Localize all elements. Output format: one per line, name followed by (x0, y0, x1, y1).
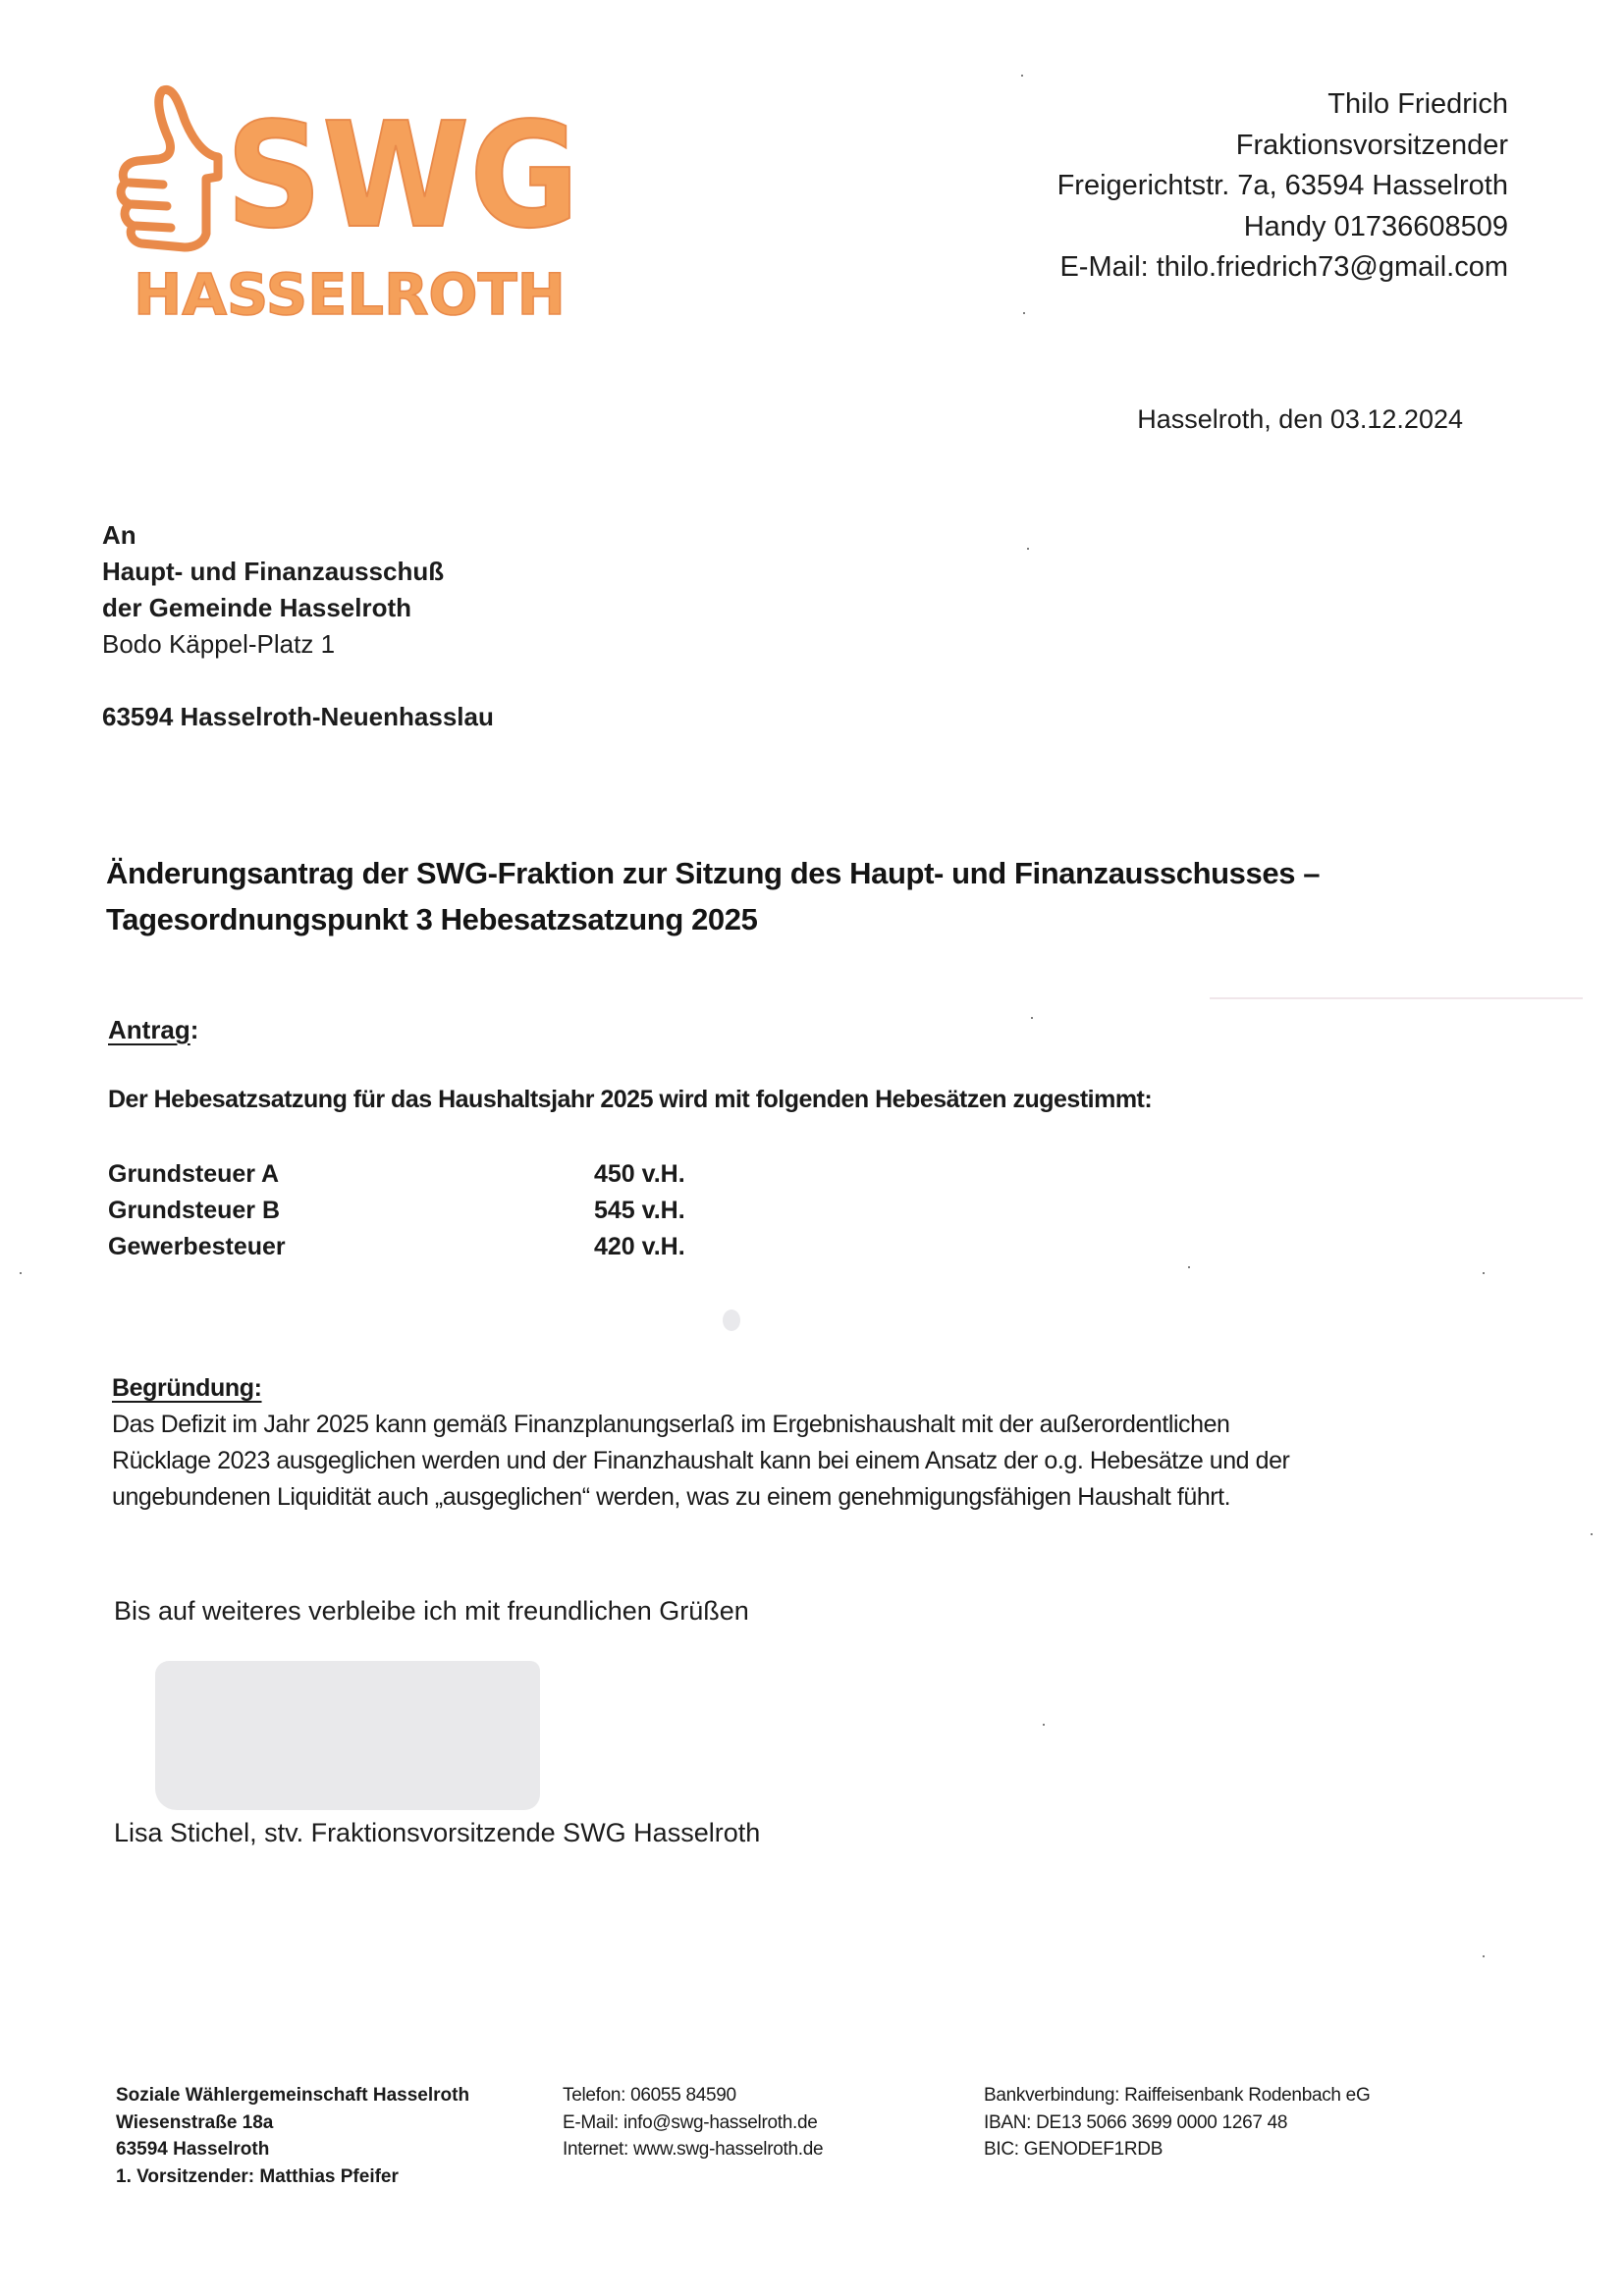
antrag-heading (108, 1015, 198, 1045)
subject-line-1: Änderungsantrag der SWG-Fraktion zur Sitzung des Haupt- und Finanzausschusses – (106, 856, 1321, 890)
sender-address: Freigerichtstr. 7a, 63594 Hasselroth (1056, 170, 1508, 201)
scan-artifact-line (1210, 997, 1583, 999)
thumbs-up-icon (121, 89, 218, 247)
footer-contact (563, 2082, 823, 2163)
footer-org-name: Soziale Wählergemeinschaft Hasselroth (116, 2085, 470, 2106)
scan-artifact-dot (723, 1309, 740, 1331)
signatory: Lisa Stichel, stv. Fraktionsvorsitzende SWG Hasselroth (114, 1818, 761, 1847)
logo-text-hasselroth: HASSELROTH (134, 261, 566, 328)
rate-name: Grundsteuer A (108, 1160, 280, 1188)
footer-email: E-Mail: info@swg-hasselroth.de (563, 2111, 818, 2133)
sender-role: Fraktionsvorsitzender (1235, 129, 1508, 161)
rate-row (108, 1193, 685, 1229)
subject-line-2: Tagesordnungspunkt 3 Hebesatzsatzung 2025 (106, 902, 758, 936)
antrag-text: Der Hebesatzsatzung für das Haushaltsjahr 2025 wird mit folgenden Hebesätzen zugestimmt: (108, 1086, 1153, 1113)
footer-org-chair: 1. Vorsitzender: Matthias Pfeifer (116, 2165, 399, 2187)
rate-name: Gewerbesteuer (108, 1233, 286, 1260)
begruendung-text (112, 1407, 1526, 1516)
footer-phone: Telefon: 06055 84590 (563, 2085, 736, 2106)
redacted-signature (155, 1661, 540, 1810)
scan-speck (1043, 1724, 1045, 1726)
sender-phone: Handy 01736608509 (1243, 210, 1508, 242)
scan-speck (20, 1272, 22, 1274)
sender-email: E-Mail: thilo.friedrich73@gmail.com (1059, 251, 1508, 283)
footer-organization (116, 2082, 469, 2190)
date-line: Hasselroth, den 03.12.2024 (1137, 404, 1463, 434)
recipient-line-an: An (102, 520, 136, 550)
subject (106, 850, 1320, 942)
footer-org-street: Wiesenstraße 18a (116, 2111, 274, 2133)
scan-speck (1483, 1272, 1485, 1274)
antrag-heading-label: Antrag (108, 1015, 190, 1044)
recipient-municipality: der Gemeinde Hasselroth (102, 593, 411, 622)
rate-row (108, 1229, 685, 1265)
begruendung-line: ungebundenen Liquidität auch „ausgeglichen“ werden, was zu einem genehmigungsfähigen Haushalt führt. (112, 1483, 1231, 1511)
recipient-street: Bodo Käppel-Platz 1 (102, 629, 336, 659)
footer-bank-name: Bankverbindung: Raiffeisenbank Rodenbach eG (984, 2085, 1371, 2106)
begruendung-line: Das Defizit im Jahr 2025 kann gemäß Finanzplanungserlaß im Ergebnishaushalt mit der außerordentlichen (112, 1411, 1230, 1438)
rate-value: 545 v.H. (594, 1197, 685, 1224)
begruendung-section (112, 1370, 1526, 1516)
scan-speck (1031, 1017, 1033, 1019)
rate-value: 450 v.H. (594, 1160, 685, 1188)
rate-value: 420 v.H. (594, 1233, 685, 1260)
swg-logo (116, 79, 587, 328)
logo-text-swg: SWG (226, 91, 579, 260)
begruendung-heading: Begründung: (112, 1374, 262, 1402)
footer-web: Internet: www.swg-hasselroth.de (563, 2139, 824, 2160)
footer-org-city: 63594 Hasselroth (116, 2139, 270, 2160)
recipient-block (102, 517, 494, 735)
footer-iban: IBAN: DE13 5066 3699 0000 1267 48 (984, 2111, 1288, 2133)
recipient-city: 63594 Hasselroth-Neuenhasslau (102, 702, 494, 731)
scan-speck (1023, 312, 1025, 314)
begruendung-line: Rücklage 2023 ausgeglichen werden und der Finanzhaushalt kann bei einem Ansatz der o.g. Hebesätze und der (112, 1447, 1290, 1474)
rates-table (108, 1156, 685, 1265)
recipient-committee: Haupt- und Finanzausschuß (102, 557, 445, 586)
rate-name: Grundsteuer B (108, 1197, 281, 1224)
scan-speck (1483, 1955, 1485, 1957)
scan-speck (1591, 1533, 1593, 1535)
scan-speck (1188, 1266, 1190, 1268)
antrag-heading-colon: : (189, 1015, 199, 1044)
closing-phrase: Bis auf weiteres verbleibe ich mit freundlichen Grüßen (114, 1596, 749, 1626)
sender-block (1057, 84, 1508, 289)
sender-name: Thilo Friedrich (1327, 88, 1508, 120)
footer-bic: BIC: GENODEF1RDB (984, 2139, 1164, 2160)
footer-bank (984, 2082, 1370, 2163)
scan-speck (1021, 75, 1023, 77)
scan-speck (1027, 548, 1029, 550)
rate-row (108, 1156, 685, 1193)
